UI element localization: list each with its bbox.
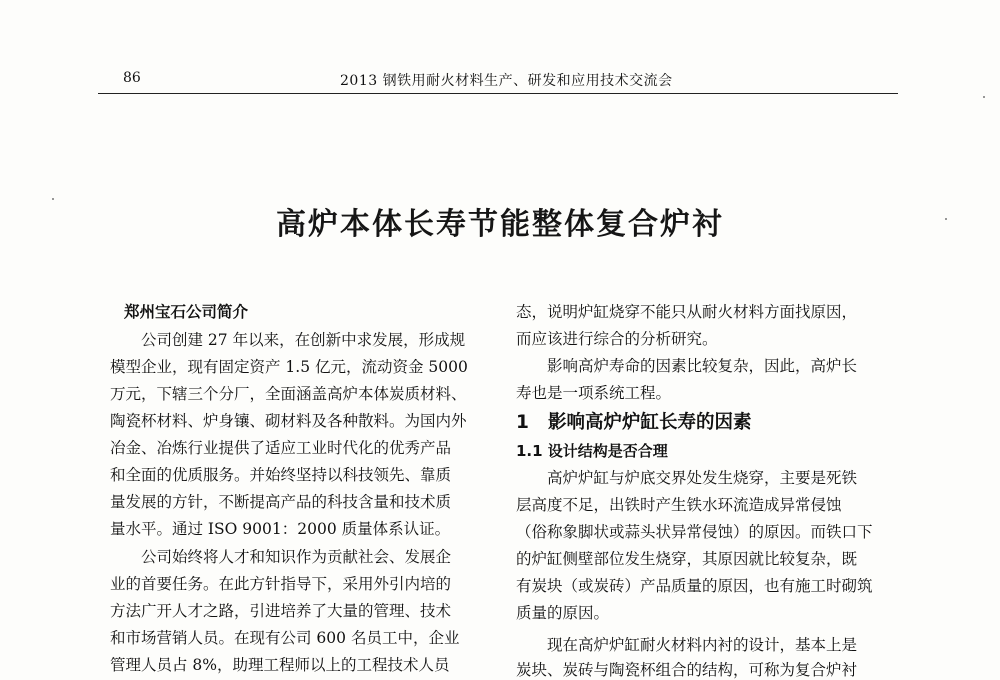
paragraph-line: 陶瓷杯材料、炉身镶、砌材料及各种散料。为国内外 xyxy=(110,412,467,430)
scan-speck xyxy=(52,198,54,200)
paragraph-line: 炭块、炭砖与陶瓷杯组合的结构，可称为复合炉衬 xyxy=(516,661,858,679)
paragraph-line: 公司创建 27 年以来，在创新中求发展，形成规 xyxy=(141,331,466,349)
paragraph-line: 的炉缸侧壁部位发生烧穿，其原因就比较复杂，既 xyxy=(516,550,858,568)
paragraph-line: 有炭块（或炭砖）产品质量的原因，也有施工时砌筑 xyxy=(516,577,873,595)
paragraph-line: 公司始终将人才和知识作为贡献社会、发展企 xyxy=(141,548,452,566)
paragraph-line: 质量的原因。 xyxy=(516,604,610,622)
paragraph-line: 方法广开人才之路，引进培养了大量的管理、技术 xyxy=(110,602,452,620)
paragraph-line: 高炉炉缸与炉底交界处发生烧穿，主要是死铁 xyxy=(547,469,858,487)
article-title: 高炉本体长寿节能整体复合炉衬 xyxy=(276,207,724,242)
paragraph-line: 寿也是一项系统工程。 xyxy=(516,384,672,402)
paragraph-line: 现在高炉炉缸耐火材料内衬的设计，基本上是 xyxy=(547,636,858,654)
page-number: 86 xyxy=(123,70,141,86)
paragraph-line: 业的首要任务。在此方针指导下，采用外引内培的 xyxy=(110,575,452,593)
paragraph-line: 而应该进行综合的分析研究。 xyxy=(516,330,718,348)
subsection-heading-1-1: 1.1 设计结构是否合理 xyxy=(516,442,668,460)
paragraph-line: 冶金、冶炼行业提供了适应工业时代化的优秀产品 xyxy=(110,439,452,457)
scan-speck xyxy=(983,96,985,98)
section-heading-1 xyxy=(516,411,752,435)
section-heading-company-profile: 郑州宝石公司简介 xyxy=(124,302,249,321)
paragraph-line: 层高度不足，出铁时产生铁水环流造成异常侵蚀 xyxy=(516,496,842,514)
paragraph-line: 万元，下辖三个分厂，全面涵盖高炉本体炭质材料、 xyxy=(110,385,467,403)
paragraph-line: 和市场营销人员。在现有公司 600 名员工中，企业 xyxy=(110,629,460,647)
paragraph-line: （俗称象脚状或蒜头状异常侵蚀）的原因。而铁口下 xyxy=(516,523,873,541)
header-rule xyxy=(98,93,898,94)
scan-speck xyxy=(945,218,947,220)
running-header-title: 2013 钢铁用耐火材料生产、研发和应用技术交流会 xyxy=(340,73,673,89)
paragraph-line: 态，说明炉缸烧穿不能只从耐火材料方面找原因， xyxy=(516,303,858,321)
paragraph-line: 量发展的方针，不断提高产品的科技含量和技术质 xyxy=(110,493,452,511)
paragraph-line: 影响高炉寿命的因素比较复杂，因此，高炉长 xyxy=(547,357,858,375)
paragraph-line: 模型企业，现有固定资产 1.5 亿元，流动资金 5000 xyxy=(110,358,468,376)
paragraph-line: 管理人员占 8%，助理工程师以上的工程技术人员 xyxy=(110,656,450,674)
section-number: 1 xyxy=(516,412,529,433)
paragraph-line: 和全面的优质服务。并始终坚持以科技领先、靠质 xyxy=(110,466,452,484)
paragraph-line: 量水平。通过 ISO 9001：2000 质量体系认证。 xyxy=(110,520,451,538)
section-title: 影响高炉炉缸长寿的因素 xyxy=(548,412,752,433)
